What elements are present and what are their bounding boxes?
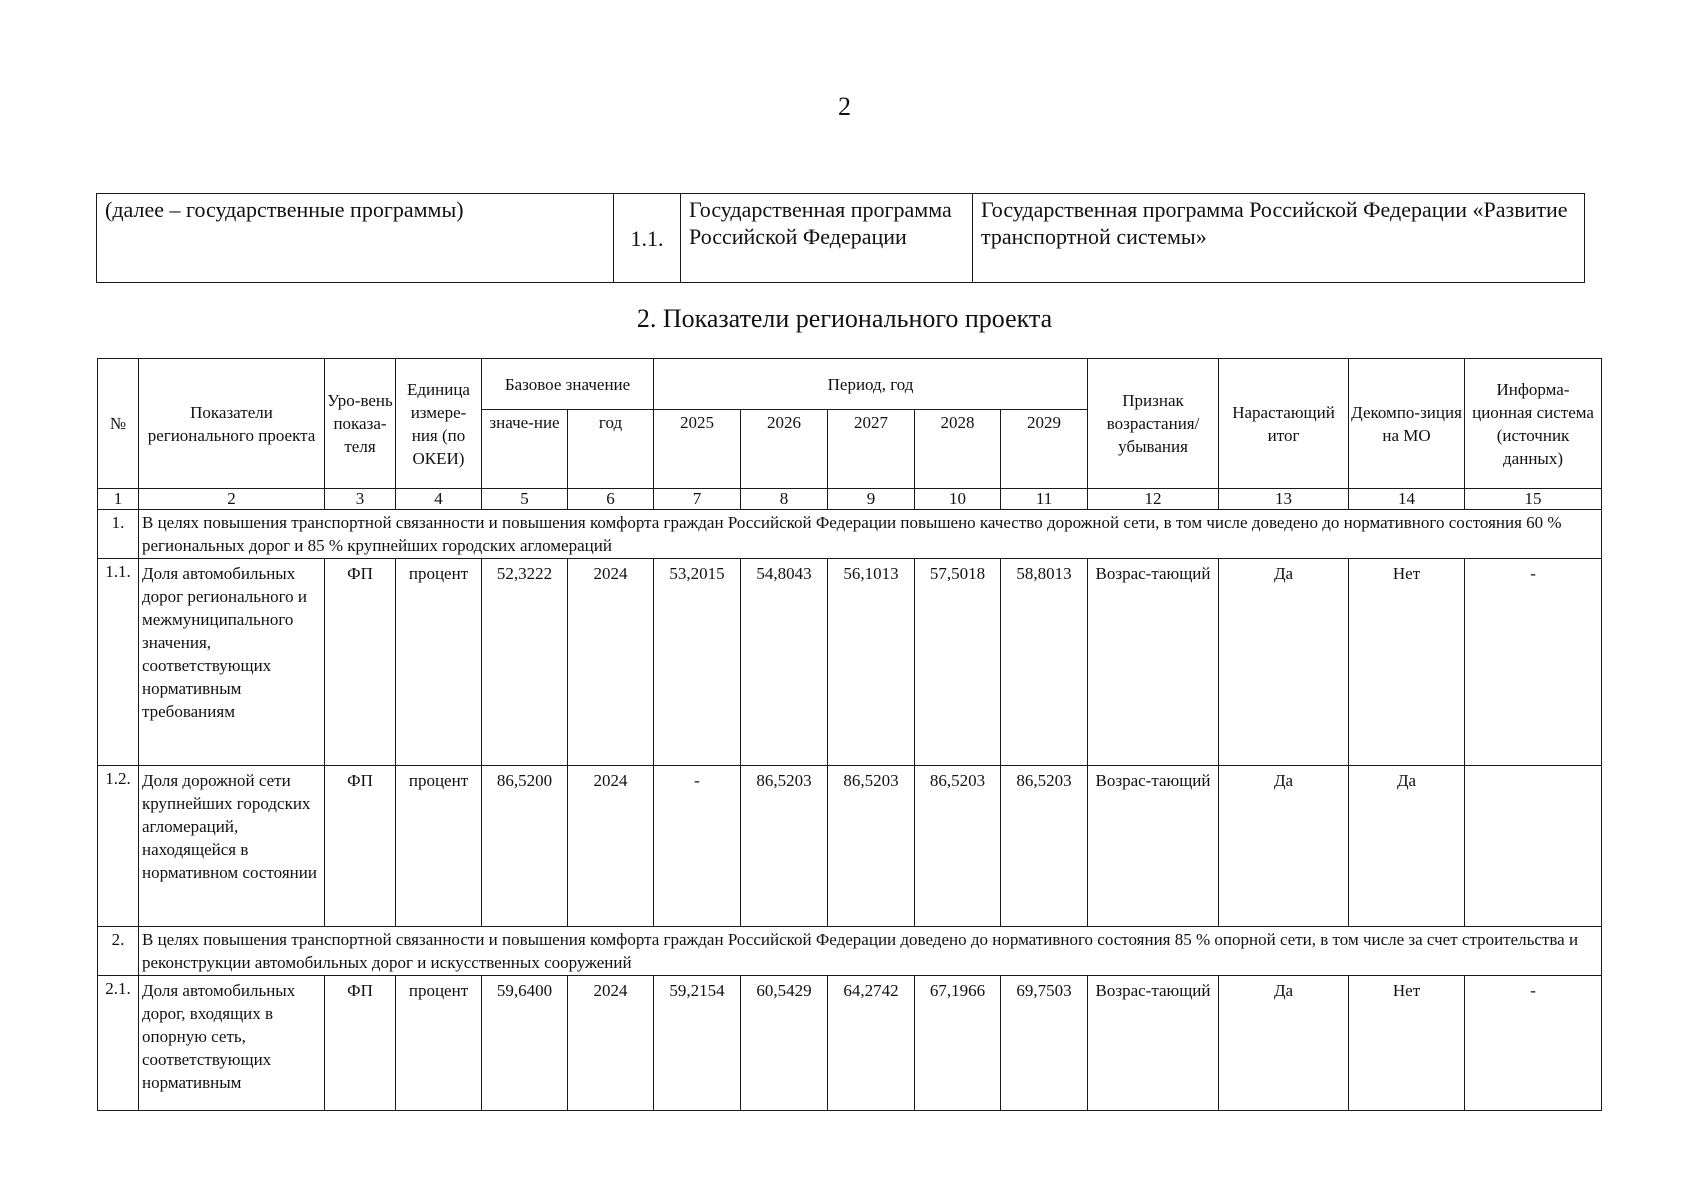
- column-index: 4: [396, 489, 482, 510]
- goal-row: [98, 510, 1602, 559]
- trend: Возрас-тающий: [1088, 766, 1219, 927]
- column-index: 6: [568, 489, 654, 510]
- header-year-2029: 2029: [1001, 410, 1088, 489]
- header-year-2026: 2026: [741, 410, 828, 489]
- indicator-level: ФП: [325, 559, 396, 766]
- column-index: 11: [1001, 489, 1088, 510]
- column-index: 14: [1349, 489, 1465, 510]
- header-year-2025: 2025: [654, 410, 741, 489]
- value-2028: 67,1966: [915, 976, 1001, 1111]
- goal-text: В целях повышения транспортной связанности и повышения комфорта граждан Российской Федерации доведено до нормативного состояния 85 % опорной сети, в том числе за счет строительства и реконструкции автомобильных дорог и искусственных сооружений: [139, 927, 1602, 976]
- page-number: 2: [838, 92, 851, 121]
- indicator-name: Доля автомобильных дорог регионального и межмуниципального значения, соответствующих нормативным требованиям: [139, 559, 325, 766]
- cumulative: Да: [1219, 766, 1349, 927]
- goal-number: 2.: [98, 927, 139, 976]
- value-2025: -: [654, 766, 741, 927]
- header-info-system: Информа-ционная система (источник данных): [1465, 359, 1602, 489]
- row-number: 1.1.: [98, 559, 139, 766]
- indicator-name: Доля дорожной сети крупнейших городских агломераций, находящейся в нормативном состоянии: [139, 766, 325, 927]
- value-2029: 58,8013: [1001, 559, 1088, 766]
- table-row: [98, 976, 1602, 1111]
- info-system: [1465, 766, 1602, 927]
- cumulative: Да: [1219, 559, 1349, 766]
- goal-number: 1.: [98, 510, 139, 559]
- value-2026: 60,5429: [741, 976, 828, 1111]
- header-num: №: [98, 359, 139, 489]
- header-year-2027: 2027: [828, 410, 915, 489]
- decomposition: Да: [1349, 766, 1465, 927]
- header-level: Уро-вень показа-теля: [325, 359, 396, 489]
- base-value: 59,6400: [482, 976, 568, 1111]
- column-index: 2: [139, 489, 325, 510]
- program-left-cell: (далее – государственные программы): [97, 194, 614, 283]
- indicator-name: Доля автомобильных дорог, входящих в опорную сеть, соответствующих нормативным: [139, 976, 325, 1111]
- cumulative: Да: [1219, 976, 1349, 1111]
- value-2025: 59,2154: [654, 976, 741, 1111]
- header-year-2028: 2028: [915, 410, 1001, 489]
- column-index: 3: [325, 489, 396, 510]
- value-2025: 53,2015: [654, 559, 741, 766]
- header-trend: Признак возрастания/ убывания: [1088, 359, 1219, 489]
- column-index: 9: [828, 489, 915, 510]
- column-index: 10: [915, 489, 1001, 510]
- column-index: 1: [98, 489, 139, 510]
- indicator-unit: процент: [396, 766, 482, 927]
- header-row-1: [98, 359, 1602, 410]
- header-decomposition: Декомпо-зиция на МО: [1349, 359, 1465, 489]
- program-row: [97, 194, 1585, 283]
- base-year: 2024: [568, 559, 654, 766]
- value-2027: 56,1013: [828, 559, 915, 766]
- program-type: Государственная программа Российской Федерации: [681, 194, 973, 283]
- program-table: [96, 193, 1585, 283]
- value-2028: 86,5203: [915, 766, 1001, 927]
- info-system: -: [1465, 976, 1602, 1111]
- header-base: Базовое значение: [482, 359, 654, 410]
- base-value: 52,3222: [482, 559, 568, 766]
- column-index: 7: [654, 489, 741, 510]
- decomposition: Нет: [1349, 976, 1465, 1111]
- row-number: 1.2.: [98, 766, 139, 927]
- program-number: 1.1.: [614, 194, 681, 283]
- row-number: 2.1.: [98, 976, 139, 1111]
- column-index: 5: [482, 489, 568, 510]
- indicator-level: ФП: [325, 976, 396, 1111]
- value-2029: 69,7503: [1001, 976, 1088, 1111]
- info-system: -: [1465, 559, 1602, 766]
- value-2026: 54,8043: [741, 559, 828, 766]
- value-2028: 57,5018: [915, 559, 1001, 766]
- table-row: [98, 766, 1602, 927]
- header-unit: Единица измере-ния (по ОКЕИ): [396, 359, 482, 489]
- indicator-unit: процент: [396, 559, 482, 766]
- header-indicator: Показатели регионального проекта: [139, 359, 325, 489]
- header-base-value: значе-ние: [482, 410, 568, 489]
- column-index: 12: [1088, 489, 1219, 510]
- indicators-table: [97, 358, 1602, 1111]
- column-index-row: [98, 489, 1602, 510]
- base-value: 86,5200: [482, 766, 568, 927]
- column-index: 8: [741, 489, 828, 510]
- indicator-level: ФП: [325, 766, 396, 927]
- base-year: 2024: [568, 766, 654, 927]
- trend: Возрас-тающий: [1088, 976, 1219, 1111]
- goal-text: В целях повышения транспортной связанности и повышения комфорта граждан Российской Федерации повышено качество дорожной сети, в том числе доведено до нормативного состояния 60 % региональных дорог и 85 % крупнейших городских агломераций: [139, 510, 1602, 559]
- program-name: Государственная программа Российской Федерации «Развитие транспортной системы»: [973, 194, 1585, 283]
- table-row: [98, 559, 1602, 766]
- header-cumulative: Нарастающий итог: [1219, 359, 1349, 489]
- base-year: 2024: [568, 976, 654, 1111]
- value-2026: 86,5203: [741, 766, 828, 927]
- header-base-year: год: [568, 410, 654, 489]
- column-index: 15: [1465, 489, 1602, 510]
- trend: Возрас-тающий: [1088, 559, 1219, 766]
- indicator-unit: процент: [396, 976, 482, 1111]
- value-2029: 86,5203: [1001, 766, 1088, 927]
- column-index: 13: [1219, 489, 1349, 510]
- goal-row: [98, 927, 1602, 976]
- section-title: 2. Показатели регионального проекта: [636, 304, 1053, 333]
- value-2027: 64,2742: [828, 976, 915, 1111]
- decomposition: Нет: [1349, 559, 1465, 766]
- header-period: Период, год: [654, 359, 1088, 410]
- value-2027: 86,5203: [828, 766, 915, 927]
